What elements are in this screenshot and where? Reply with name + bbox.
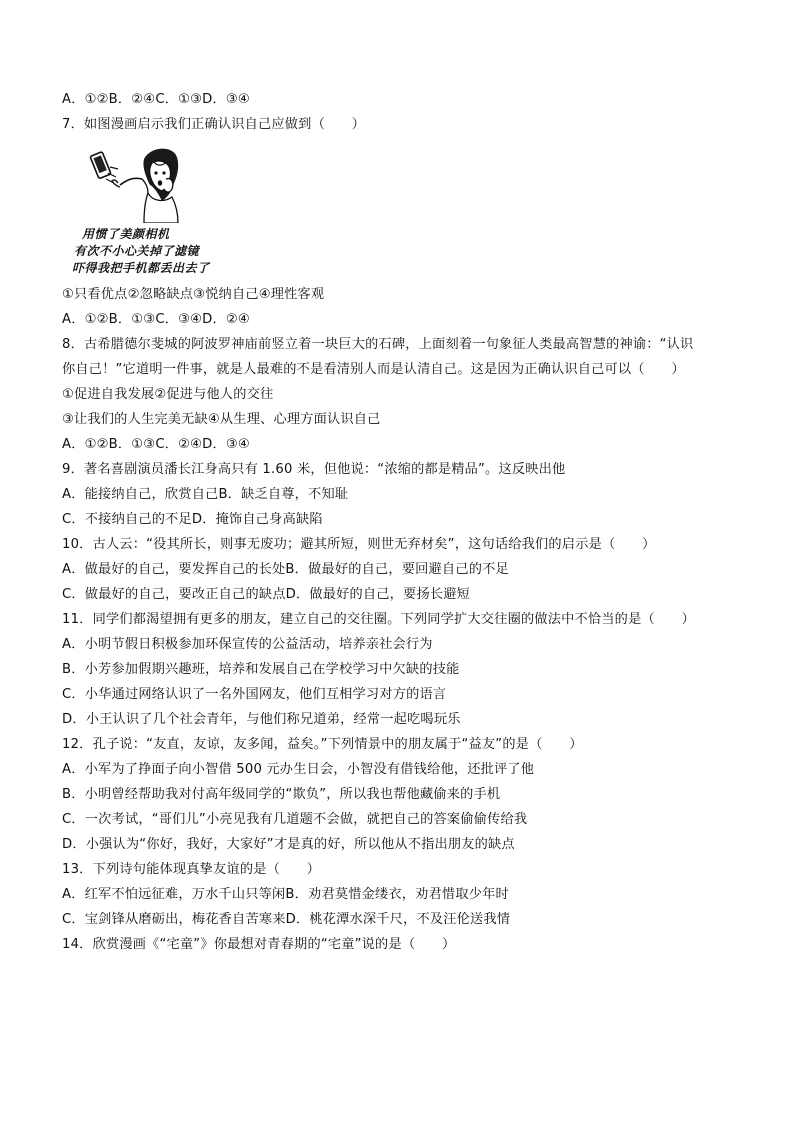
q10-options-cd: C．做最好的自己，要改正自己的缺点D．做最好的自己，要扬长避短 [62, 587, 470, 602]
cartoon-illustration [68, 143, 208, 277]
q11-option-c: C．小华通过网络认识了一名外国网友，他们互相学习对方的语言 [62, 687, 447, 702]
q11-stem: 11．同学们都渴望拥有更多的朋友，建立自己的交往圈。下列同学扩大交往圈的做法中不恰当的是（ ） [62, 612, 696, 627]
q12-option-d: D．小强认为“你好，我好，大家好”才是真的好，所以他从不指出朋友的缺点 [62, 837, 515, 852]
q6-options: A．①②B．②④C．①③D．③④ [62, 92, 250, 107]
q12-option-c: C．一次考试，“哥们儿”小亮见我有几道题不会做，就把自己的答案偷偷传给我 [62, 812, 528, 827]
q8-options: A．①②B．①③C．②④D．③④ [62, 437, 250, 452]
q9-options-cd: C．不接纳自己的不足D．掩饰自己身高缺陷 [62, 512, 323, 527]
q7-choices: ①只看优点②忽略缺点③悦纳自己④理性客观 [62, 287, 325, 302]
q12-option-b: B．小明曾经帮助我对付高年级同学的“欺负”，所以我也帮他藏偷来的手机 [62, 787, 501, 802]
q11-option-a: A．小明节假日积极参加环保宣传的公益活动，培养亲社会行为 [62, 637, 433, 652]
q14-stem: 14．欣赏漫画《“宅童”》你最想对青春期的“宅童”说的是（ ） [62, 937, 456, 952]
q13-stem: 13．下列诗句能体现真挚友谊的是（ ） [62, 862, 321, 877]
q11-option-b: B．小芳参加假期兴趣班，培养和发展自己在学校学习中欠缺的技能 [62, 662, 460, 677]
q12-option-a: A．小军为了挣面子向小智借 500 元办生日会，小智没有借钱给他，还批评了他 [62, 762, 535, 777]
q9-stem: 9．著名喜剧演员潘长江身高只有 1.60 米，但他说：“浓缩的都是精品”。这反映出他 [62, 462, 566, 477]
q8-stem-2: 你自己！”它道明一件事，就是人最难的不是看清别人而是认清自己。这是因为正确认识自己可以（ ） [62, 362, 685, 377]
q9-options-ab: A．能接纳自己，欣赏自己B．缺乏自尊，不知耻 [62, 487, 349, 502]
q12-stem: 12．孔子说：“友直，友谅，友多闻，益矣。”下列情景中的朋友属于“益友”的是（ ） [62, 737, 583, 752]
q7-options: A．①②B．①③C．③④D．②④ [62, 312, 250, 327]
q13-options-cd: C．宝剑锋从磨砺出，梅花香自苦寒来D．桃花潭水深千尺，不及汪伦送我情 [62, 912, 511, 927]
cartoon-drawing [68, 143, 208, 223]
cartoon-caption-2: 有次不小心关掉了滤镜 [74, 244, 200, 258]
q7-stem: 7．如图漫画启示我们正确认识自己应做到（ ） [62, 117, 366, 132]
q10-stem: 10．古人云：“役其所长，则事无废功；避其所短，则世无弃材矣”，这句话给我们的启示是（ ） [62, 537, 656, 552]
q8-choices-1: ①促进自我发展②促进与他人的交往 [62, 387, 274, 402]
q13-options-ab: A．红军不怕远征难，万水千山只等闲B．劝君莫惜金缕衣，劝君惜取少年时 [62, 887, 509, 902]
q8-choices-2: ③让我们的人生完美无缺④从生理、心理方面认识自己 [62, 412, 381, 427]
q8-stem-1: 8．古希腊德尔斐城的阿波罗神庙前竖立着一块巨大的石碑，上面刻着一句象征人类最高智慧的神谕：“认识 [62, 337, 694, 352]
cartoon-caption-3: 吓得我把手机都丢出去了 [72, 261, 210, 275]
q10-options-ab: A．做最好的自己，要发挥自己的长处B．做最好的自己，要回避自己的不足 [62, 562, 509, 577]
cartoon-caption-1: 用惯了美颜相机 [82, 227, 170, 241]
q11-option-d: D．小王认识了几个社会青年，与他们称兄道弟，经常一起吃喝玩乐 [62, 712, 461, 727]
